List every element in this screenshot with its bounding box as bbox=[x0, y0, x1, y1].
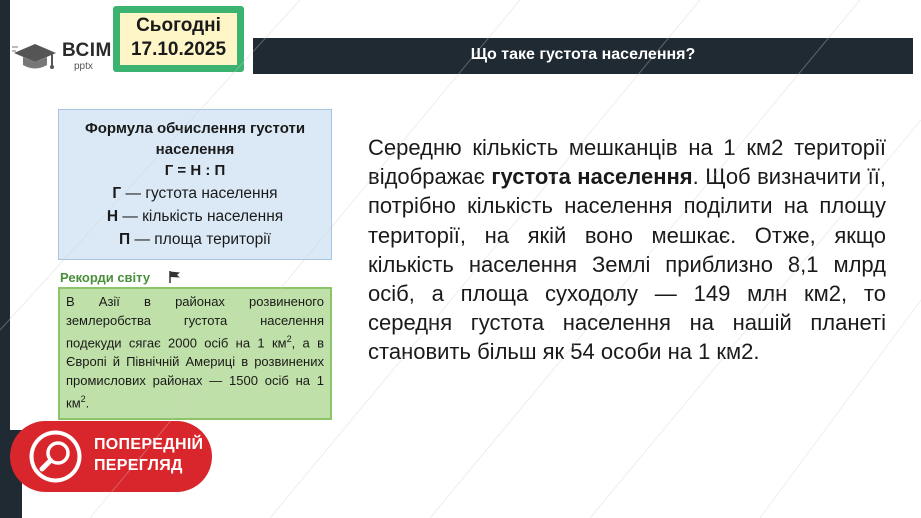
main-text-part: Середню кількість мешканців на 1 км2 території відображає bbox=[368, 135, 886, 190]
formula-key: Н bbox=[106, 208, 119, 225]
records-box bbox=[58, 287, 332, 420]
preview-badge[interactable] bbox=[10, 421, 212, 492]
main-paragraph bbox=[368, 133, 886, 367]
formula-desc: — кількість населення bbox=[118, 208, 284, 225]
records-sup: 2 bbox=[80, 394, 86, 405]
graduation-cap-icon bbox=[12, 40, 58, 74]
preview-label-line1: ПОПЕРЕДНІЙ bbox=[94, 436, 204, 453]
date-label: Сьогодні bbox=[136, 15, 221, 36]
search-icon bbox=[28, 429, 83, 484]
logo-subtext: pptx bbox=[74, 61, 93, 72]
records-text bbox=[66, 292, 324, 413]
date-value: 17.10.2025 bbox=[130, 39, 227, 60]
records-sup: 2 bbox=[286, 334, 292, 344]
formula-desc: — площа території bbox=[130, 231, 271, 248]
formula-box bbox=[58, 109, 332, 260]
date-inner bbox=[120, 13, 237, 65]
formula-desc: — густота населення bbox=[121, 185, 278, 202]
title-bar bbox=[253, 38, 913, 74]
flag-icon bbox=[168, 270, 182, 284]
formula-key: Г bbox=[112, 185, 122, 202]
slide-title: Що таке густота населення? bbox=[470, 46, 696, 63]
formula-main: Г = Н : П bbox=[164, 162, 226, 179]
logo bbox=[12, 40, 112, 74]
records-label: Рекорди світу bbox=[60, 270, 151, 285]
formula-line bbox=[59, 228, 331, 251]
formula-key: П bbox=[119, 231, 131, 248]
date-box bbox=[113, 6, 244, 72]
records-text-part: . bbox=[85, 395, 90, 411]
formula-line bbox=[59, 182, 331, 205]
preview-label-line2: ПЕРЕГЛЯД bbox=[94, 457, 183, 474]
formula-line bbox=[59, 205, 331, 228]
formula-heading: Формула обчислення густоти населення bbox=[84, 120, 306, 158]
records-text-part: В Азії в районах розвиненого землеробства густота населення подекуди сягає 2000 осіб на 1 км bbox=[66, 294, 324, 351]
main-text-part: . Щоб визначити її, потрібно кількість населення поділити на площу території, на якій воно мешкає. Отже, якщо кількість населення Землі приблизно 8,1 млрд осіб, а площа суходолу — 149 млн км2, то середня густота населення на нашій планеті становить більш як 54 особи на 1 км2. bbox=[368, 164, 886, 365]
logo-text: ВСІМ bbox=[62, 40, 112, 61]
main-text-bold: густота населення bbox=[491, 164, 693, 190]
records-text-part: , а в Європі й Північній Америці в розвинених промислових районах — 1500 осіб на 1 км bbox=[66, 335, 324, 411]
